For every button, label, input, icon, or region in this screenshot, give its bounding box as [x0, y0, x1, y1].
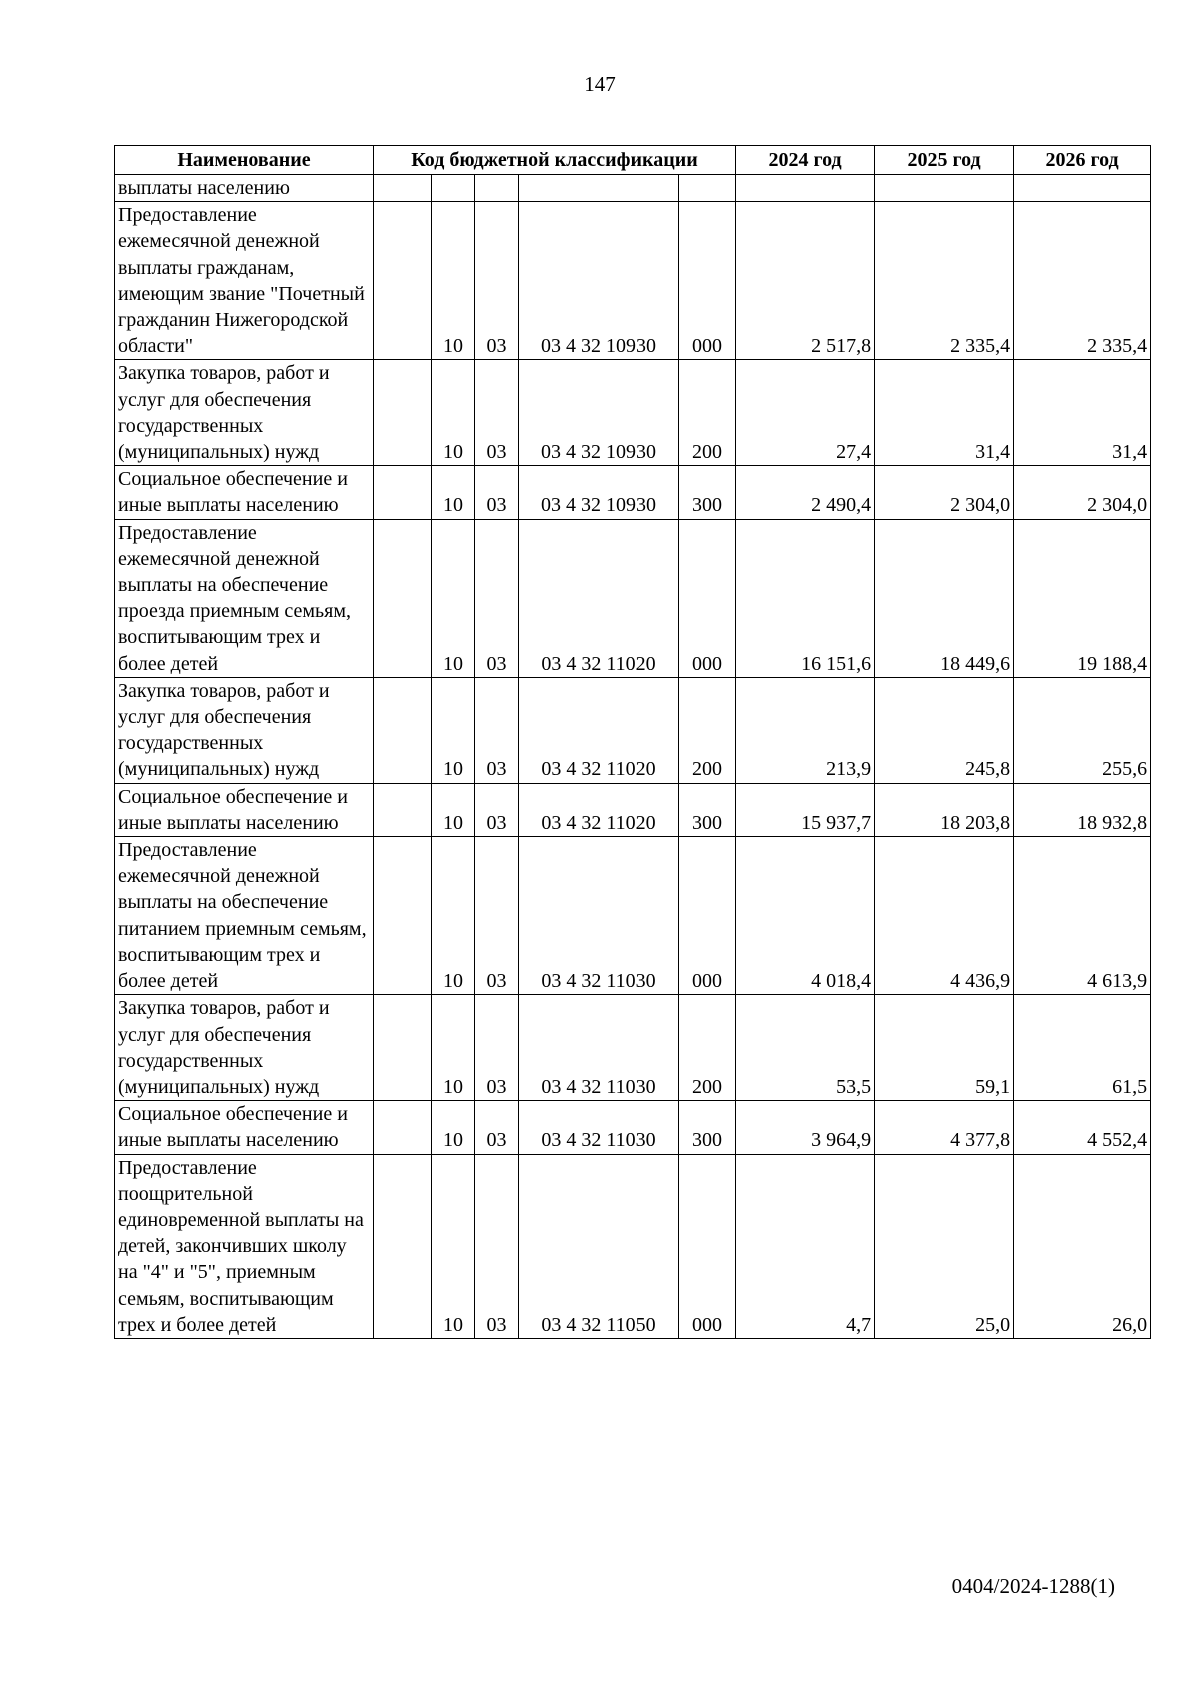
code-target-item	[519, 175, 679, 202]
code-subsection: 03	[475, 1101, 519, 1154]
code-section: 10	[432, 1154, 475, 1338]
code-subsection: 03	[475, 995, 519, 1101]
code-expense-type: 000	[679, 1154, 736, 1338]
code-target-item: 03 4 32 11020	[519, 519, 679, 677]
value-2024: 16 151,6	[736, 519, 875, 677]
table-row	[115, 677, 1151, 783]
code-target-item: 03 4 32 11050	[519, 1154, 679, 1338]
budget-table	[114, 145, 1151, 1339]
code-expense-type: 000	[679, 519, 736, 677]
code-part-1	[374, 466, 432, 519]
code-expense-type: 300	[679, 1101, 736, 1154]
code-part-1	[374, 783, 432, 836]
value-2026: 61,5	[1014, 995, 1151, 1101]
code-part-1	[374, 995, 432, 1101]
value-2024	[736, 175, 875, 202]
code-subsection: 03	[475, 837, 519, 995]
row-name: Предоставление поощрительной единовременной выплаты на детей, закончивших школу на "4" и "5", приемным семьям, воспитывающим трех и более детей	[115, 1154, 374, 1338]
code-part-1	[374, 519, 432, 677]
code-section: 10	[432, 837, 475, 995]
value-2026: 4 613,9	[1014, 837, 1151, 995]
code-section: 10	[432, 466, 475, 519]
code-section: 10	[432, 360, 475, 466]
code-expense-type: 000	[679, 202, 736, 360]
value-2024: 53,5	[736, 995, 875, 1101]
table-header-row	[115, 146, 1151, 175]
value-2026: 18 932,8	[1014, 783, 1151, 836]
value-2024: 213,9	[736, 677, 875, 783]
code-expense-type: 300	[679, 783, 736, 836]
code-subsection: 03	[475, 202, 519, 360]
code-section: 10	[432, 1101, 475, 1154]
value-2024: 15 937,7	[736, 783, 875, 836]
value-2026: 4 552,4	[1014, 1101, 1151, 1154]
value-2024: 4 018,4	[736, 837, 875, 995]
table-row	[115, 783, 1151, 836]
row-name: выплаты населению	[115, 175, 374, 202]
value-2025	[875, 175, 1014, 202]
value-2024: 2 517,8	[736, 202, 875, 360]
row-name: Предоставление ежемесячной денежной выплаты гражданам, имеющим звание "Почетный гражданин Нижегородской области"	[115, 202, 374, 360]
row-name: Закупка товаров, работ и услуг для обеспечения государственных (муниципальных) нужд	[115, 360, 374, 466]
table-row	[115, 466, 1151, 519]
code-target-item: 03 4 32 11030	[519, 995, 679, 1101]
code-target-item: 03 4 32 11020	[519, 783, 679, 836]
value-2025: 59,1	[875, 995, 1014, 1101]
code-target-item: 03 4 32 11020	[519, 677, 679, 783]
value-2024: 2 490,4	[736, 466, 875, 519]
row-name: Закупка товаров, работ и услуг для обеспечения государственных (муниципальных) нужд	[115, 995, 374, 1101]
code-expense-type: 200	[679, 360, 736, 466]
code-expense-type: 200	[679, 677, 736, 783]
code-subsection	[475, 175, 519, 202]
value-2026: 26,0	[1014, 1154, 1151, 1338]
code-target-item: 03 4 32 10930	[519, 202, 679, 360]
code-subsection: 03	[475, 519, 519, 677]
code-subsection: 03	[475, 783, 519, 836]
code-part-1	[374, 360, 432, 466]
value-2026: 255,6	[1014, 677, 1151, 783]
value-2025: 18 449,6	[875, 519, 1014, 677]
row-name: Социальное обеспечение и иные выплаты населению	[115, 1101, 374, 1154]
value-2025: 4 377,8	[875, 1101, 1014, 1154]
value-2025: 31,4	[875, 360, 1014, 466]
table-row	[115, 1101, 1151, 1154]
header-name: Наименование	[115, 146, 374, 175]
document-id: 0404/2024-1288(1)	[951, 1574, 1115, 1598]
row-name: Предоставление ежемесячной денежной выплаты на обеспечение проезда приемным семьям, воспитывающим трех и более детей	[115, 519, 374, 677]
code-target-item: 03 4 32 11030	[519, 837, 679, 995]
value-2025: 4 436,9	[875, 837, 1014, 995]
code-part-1	[374, 837, 432, 995]
code-section: 10	[432, 783, 475, 836]
code-target-item: 03 4 32 11030	[519, 1101, 679, 1154]
code-subsection: 03	[475, 1154, 519, 1338]
value-2024: 4,7	[736, 1154, 875, 1338]
code-subsection: 03	[475, 360, 519, 466]
value-2025: 2 304,0	[875, 466, 1014, 519]
value-2025: 2 335,4	[875, 202, 1014, 360]
row-name: Социальное обеспечение и иные выплаты населению	[115, 466, 374, 519]
code-part-1	[374, 1101, 432, 1154]
table-row	[115, 202, 1151, 360]
table-row	[115, 995, 1151, 1101]
value-2024: 27,4	[736, 360, 875, 466]
header-2025: 2025 год	[875, 146, 1014, 175]
table-body	[115, 175, 1151, 1339]
code-section: 10	[432, 995, 475, 1101]
code-part-1	[374, 175, 432, 202]
value-2025: 25,0	[875, 1154, 1014, 1338]
value-2026: 2 304,0	[1014, 466, 1151, 519]
code-target-item: 03 4 32 10930	[519, 360, 679, 466]
table-row	[115, 175, 1151, 202]
table-row	[115, 519, 1151, 677]
value-2026: 31,4	[1014, 360, 1151, 466]
code-part-1	[374, 677, 432, 783]
header-2026: 2026 год	[1014, 146, 1151, 175]
code-expense-type	[679, 175, 736, 202]
page-number: 147	[584, 72, 616, 96]
code-expense-type: 000	[679, 837, 736, 995]
code-target-item: 03 4 32 10930	[519, 466, 679, 519]
header-2024: 2024 год	[736, 146, 875, 175]
code-section	[432, 175, 475, 202]
code-section: 10	[432, 519, 475, 677]
code-part-1	[374, 1154, 432, 1338]
code-expense-type: 300	[679, 466, 736, 519]
row-name: Предоставление ежемесячной денежной выплаты на обеспечение питанием приемным семьям, воспитывающим трех и более детей	[115, 837, 374, 995]
table-row	[115, 360, 1151, 466]
header-code: Код бюджетной классификации	[374, 146, 736, 175]
code-subsection: 03	[475, 677, 519, 783]
value-2026: 19 188,4	[1014, 519, 1151, 677]
code-section: 10	[432, 677, 475, 783]
value-2026	[1014, 175, 1151, 202]
value-2025: 245,8	[875, 677, 1014, 783]
row-name: Социальное обеспечение и иные выплаты населению	[115, 783, 374, 836]
table-row	[115, 1154, 1151, 1338]
code-expense-type: 200	[679, 995, 736, 1101]
table-row	[115, 837, 1151, 995]
code-subsection: 03	[475, 466, 519, 519]
value-2025: 18 203,8	[875, 783, 1014, 836]
row-name: Закупка товаров, работ и услуг для обеспечения государственных (муниципальных) нужд	[115, 677, 374, 783]
value-2026: 2 335,4	[1014, 202, 1151, 360]
code-part-1	[374, 202, 432, 360]
value-2024: 3 964,9	[736, 1101, 875, 1154]
code-section: 10	[432, 202, 475, 360]
